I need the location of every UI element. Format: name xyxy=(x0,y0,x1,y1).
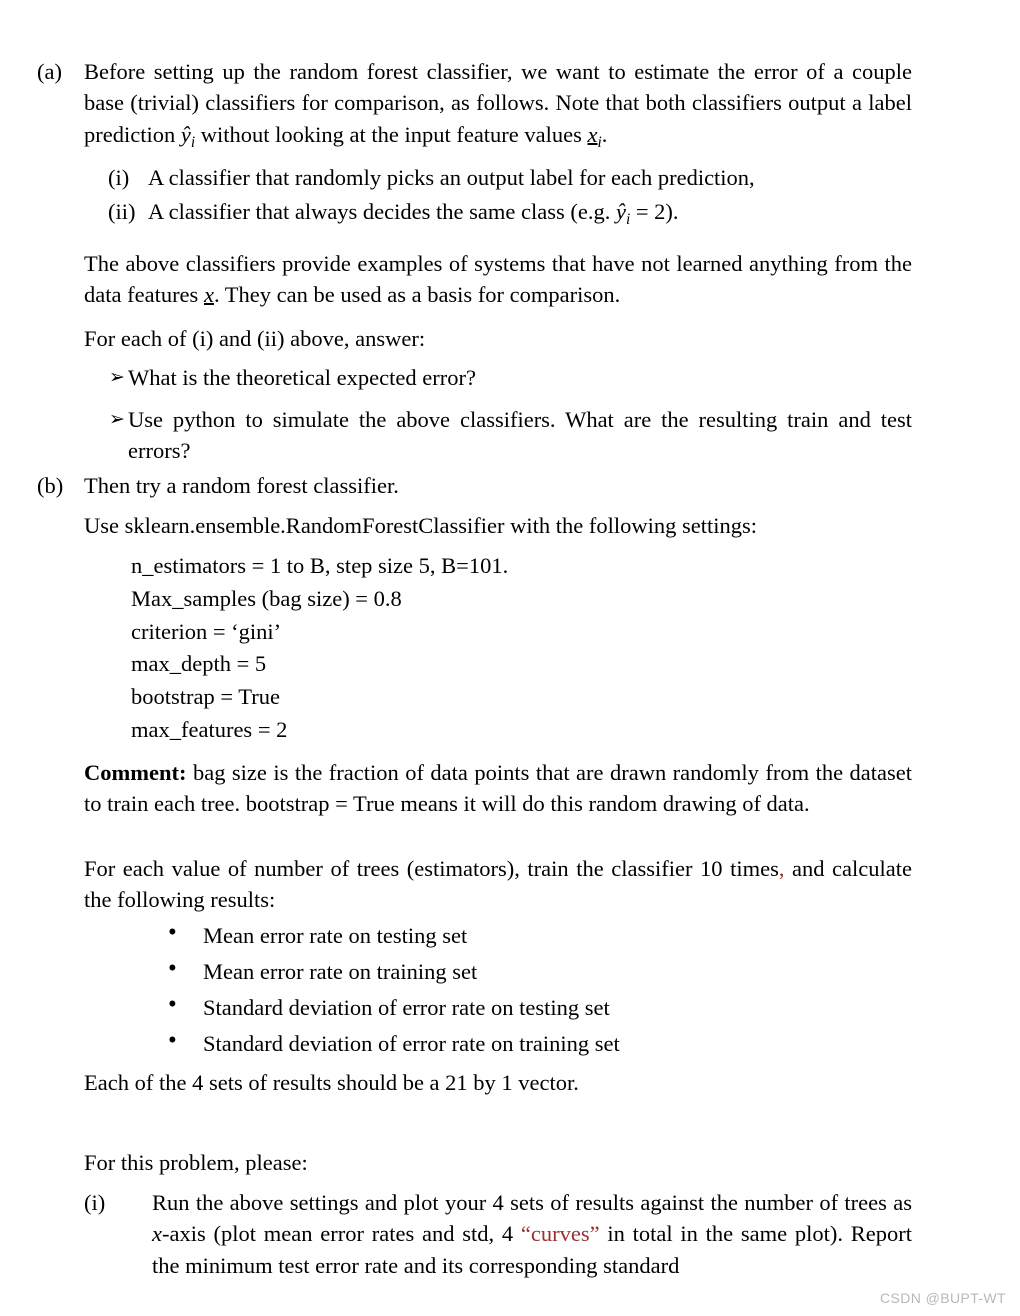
list-label-a: (a) xyxy=(37,59,62,84)
settings-list xyxy=(131,550,509,742)
paragraph-for-each-value-part1: For each value of number of trees (estimators), train the classifier 10 times xyxy=(84,856,779,881)
math-y-hat-i-2 xyxy=(616,196,630,235)
comment-body-text: bag size is the fraction of data points that are drawn randomly from the dataset to train each tree. bootstrap = True means it will do this random drawing of data. xyxy=(84,760,912,817)
paragraph-sub-ii-part1: A classifier that always decides the same class (e.g. xyxy=(148,199,616,224)
paragraph-above-classifiers-part2: . They can be used as a basis for comparison. xyxy=(213,282,621,308)
paragraph-final-i-part2: -axis (plot mean error rates and std, 4 xyxy=(162,1221,521,1247)
list-item-label: Mean error rate on testing set xyxy=(203,923,468,948)
paragraph-a-intro-part1: Before setting up the random forest classifier, we want to estimate the error of a couple base (trivial) classifiers for comparison, as follows. Note that both classifiers output a label prediction xyxy=(84,59,912,147)
paragraph-above-classifiers-part1: The above classifiers provide examples of systems that have not learned anything from the data features xyxy=(84,251,912,308)
dot-bullet-icon: • xyxy=(168,991,177,1018)
red-comma: , xyxy=(778,856,785,881)
comment-lead-label: Comment: xyxy=(84,760,187,785)
paragraph-final-i-part3: in total in the same plot). Report the minimum test error rate and its corresponding standard xyxy=(152,1221,912,1278)
math-y-hat-i xyxy=(181,119,195,158)
paragraph-for-each-value xyxy=(84,853,912,916)
list-item-label: Mean error rate on training set xyxy=(203,959,478,984)
paragraph-a-intro-part3: . xyxy=(601,121,608,147)
paragraph-final-i xyxy=(152,1187,912,1281)
paragraph-sub-i: A classifier that randomly picks an output label for each prediction, xyxy=(148,165,755,190)
math-y-hat-subscript: i xyxy=(190,133,196,151)
setting-item: criterion = ‘gini’ xyxy=(131,618,282,644)
setting-item: Max_samples (bag size) = 0.8 xyxy=(131,585,402,611)
math-x-plain: x xyxy=(203,282,214,308)
dot-bullet-icon: • xyxy=(168,1027,177,1054)
paragraph-for-this-problem: For this problem, please: xyxy=(84,1150,308,1175)
red-curves-text: “curves” xyxy=(520,1221,600,1247)
dot-bullet-icon: • xyxy=(168,919,177,946)
math-y-hat-subscript-2: i xyxy=(625,210,631,228)
paragraph-final-i-part1: Run the above settings and plot your 4 sets of results against the number of trees as xyxy=(152,1190,912,1215)
paragraph-for-each-answer: For each of (i) and (ii) above, answer: xyxy=(84,326,426,351)
list-label-i-bottom: (i) xyxy=(84,1190,106,1215)
setting-item: n_estimators = 1 to B, step size 5, B=101. xyxy=(131,553,509,578)
list-item-label: Standard deviation of error rate on training set xyxy=(203,1031,620,1056)
arrow-bullet-icon-2: ➢ xyxy=(109,408,125,430)
paragraph-a-intro-part2: without looking at the input feature values xyxy=(195,121,588,147)
paragraph-above-classifiers xyxy=(84,248,912,311)
paragraph-for-each-value-part2: and calculate the following results: xyxy=(84,856,912,913)
math-x-axis-var: x xyxy=(152,1221,162,1247)
watermark-label: CSDN @BUPT-WT xyxy=(880,1290,1006,1306)
paragraph-arrow-2: Use python to simulate the above classifiers. What are the resulting train and test errors? xyxy=(128,407,912,464)
paragraph-each-of-4-sets: Each of the 4 sets of results should be a 21 by 1 vector. xyxy=(84,1070,579,1095)
list-label-ii: (ii) xyxy=(108,199,136,224)
setting-item: bootstrap = True xyxy=(131,684,280,710)
paragraph-use-sklearn: Use sklearn.ensemble.RandomForestClassifier with the following settings: xyxy=(84,513,758,538)
setting-item: max_depth = 5 xyxy=(131,651,267,677)
paragraph-comment xyxy=(84,757,912,820)
paragraph-arrow-1: What is the theoretical expected error? xyxy=(128,365,476,390)
setting-item: max_features = 2 xyxy=(131,716,288,742)
dot-bullet-icon: • xyxy=(168,955,177,982)
paragraph-sub-ii-part2: = 2). xyxy=(630,199,679,224)
list-item-label: Standard deviation of error rate on testing set xyxy=(203,995,610,1020)
math-x-base: x xyxy=(587,121,598,147)
math-y-hat-base: ŷ xyxy=(180,121,191,147)
math-x-subscript: i xyxy=(597,133,602,151)
paragraph-a-intro xyxy=(84,56,912,158)
list-label-i: (i) xyxy=(108,165,130,190)
paragraph-sub-ii xyxy=(148,196,918,235)
paragraph-b-intro: Then try a random forest classifier. xyxy=(84,473,399,498)
math-y-hat-base-2: ŷ xyxy=(615,199,626,224)
list-label-b: (b) xyxy=(37,473,64,498)
math-x-i xyxy=(588,119,602,158)
arrow-bullet-icon: ➢ xyxy=(109,366,125,388)
